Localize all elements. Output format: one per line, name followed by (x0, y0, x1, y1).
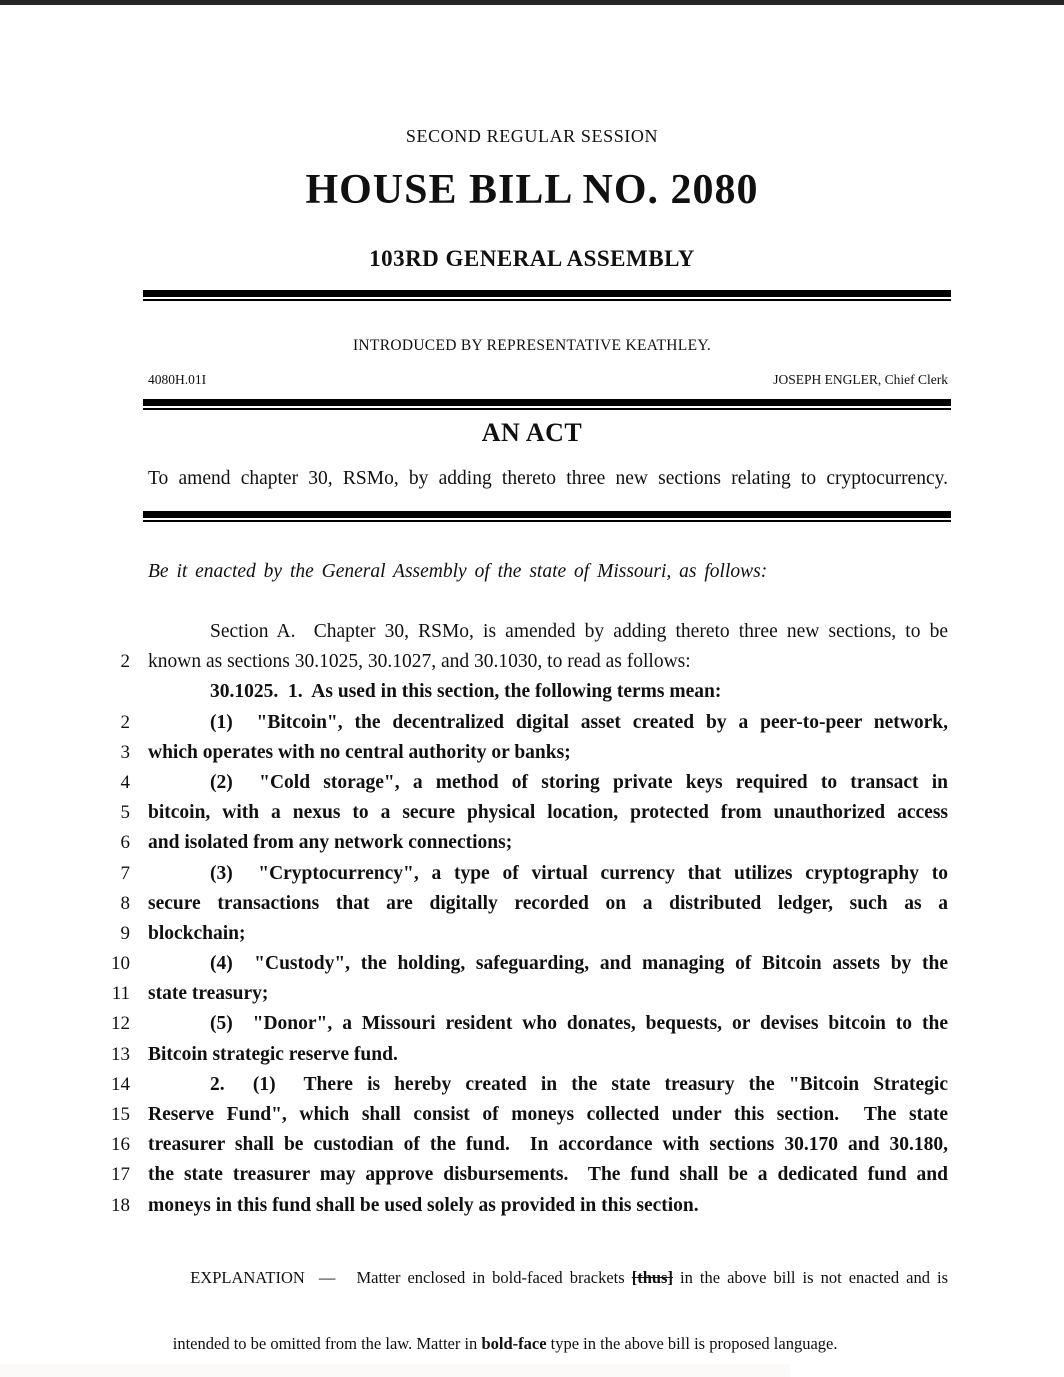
bill-line (0, 889, 1064, 919)
bill-line (0, 1100, 1064, 1130)
bill-line (0, 919, 1064, 949)
enacting-clause: Be it enacted by the General Assembly of the state of Missouri, as follows: (148, 561, 768, 582)
line-text: and isolated from any network connections; (148, 832, 513, 854)
bold-face-text: bold-face (481, 1333, 547, 1353)
page-top-edge-bar (0, 0, 1064, 5)
line-number: 15 (111, 1104, 130, 1125)
explanation-text: intended to be omitted from the law. Matter in (172, 1333, 482, 1353)
line-text: state treasury; (148, 983, 269, 1005)
bill-line (0, 798, 1064, 828)
clerk-name: JOSEPH ENGLER, Chief Clerk (773, 372, 948, 387)
bill-line (0, 738, 1064, 768)
line-number: 3 (120, 741, 130, 763)
line-number: 9 (120, 922, 130, 944)
bill-line (0, 768, 1064, 798)
assembly-heading: 103RD GENERAL ASSEMBLY (369, 246, 695, 271)
explanation-line-1 (148, 1245, 948, 1311)
line-text: (3) "Cryptocurrency", a type of virtual currency that utilizes cryptography to (210, 862, 948, 884)
line-text: (5) "Donor", a Missouri resident who donates, bequests, or devises bitcoin to the (210, 1013, 948, 1035)
line-text: (1) "Bitcoin", the decentralized digital asset created by a peer-to-peer network, (210, 711, 948, 733)
line-text: the state treasurer may approve disbursements. The fund shall be a dedicated fund and (148, 1164, 948, 1186)
double-rule-middle (143, 399, 951, 410)
line-text: moneys in this fund shall be used solely as provided in this section. (148, 1194, 699, 1216)
session-heading: SECOND REGULAR SESSION (405, 126, 659, 146)
line-text: (4) "Custody", the holding, safeguarding, and managing of Bitcoin assets by the (210, 953, 948, 975)
bill-document-page (0, 126, 1064, 1377)
bill-line (0, 1009, 1064, 1039)
act-summary: To amend chapter 30, RSMo, by adding thereto three new sections relating to cryptocurrency. (148, 468, 948, 489)
line-text: 30.1025. 1. As used in this section, the following terms mean: (210, 681, 722, 703)
line-number: 18 (111, 1194, 130, 1216)
bill-line (0, 617, 1064, 647)
bill-line (0, 859, 1064, 889)
act-heading: AN ACT (481, 418, 583, 447)
line-number: 5 (120, 802, 130, 824)
line-number: 13 (111, 1043, 130, 1065)
bill-body (0, 617, 1064, 1221)
line-text: blockchain; (148, 922, 246, 944)
line-text: (2) "Cold storage", a method of storing private keys required to transact in (210, 771, 948, 793)
line-text: bitcoin, with a nexus to a secure physical location, protected from unauthorized access (148, 802, 948, 824)
bill-line (0, 647, 1064, 677)
code-and-clerk-row (148, 372, 948, 387)
double-rule-bottom (143, 511, 951, 522)
line-text: which operates with no central authority or banks; (148, 741, 571, 763)
line-number: 2 (120, 651, 130, 673)
line-number: 14 (111, 1073, 130, 1095)
bill-line (0, 708, 1064, 738)
line-text: Reserve Fund", which shall consist of moneys collected under this section. The state (148, 1104, 948, 1125)
bill-line (0, 1191, 1064, 1221)
line-number: 7 (120, 862, 130, 884)
line-text: secure transactions that are digitally recorded on a distributed ledger, such as a (148, 892, 948, 914)
line-number: 16 (111, 1134, 130, 1156)
explanation-note (148, 1245, 948, 1377)
line-number: 8 (120, 892, 130, 914)
line-text: Section A. Chapter 30, RSMo, is amended by adding thereto three new sections, to be (210, 621, 948, 642)
bill-code: 4080H.01I (148, 372, 207, 387)
page-bottom-edge (0, 1364, 790, 1377)
line-number: 12 (111, 1013, 130, 1035)
bill-line (0, 979, 1064, 1009)
line-number: 17 (111, 1164, 130, 1186)
line-text: treasurer shall be custodian of the fund. In accordance with sections 30.170 and 30.180, (148, 1134, 948, 1156)
bill-line (0, 828, 1064, 858)
line-text: 2. (1) There is hereby created in the state treasury the "Bitcoin Strategic (210, 1073, 948, 1095)
bill-line (0, 677, 1064, 707)
line-number: 6 (120, 832, 130, 854)
explanation-text: EXPLANATION — Matter enclosed in bold-faced brackets (190, 1267, 632, 1287)
bill-line (0, 1130, 1064, 1160)
line-number: 10 (111, 953, 130, 975)
double-rule-top (143, 290, 951, 301)
bill-line (0, 1040, 1064, 1070)
bill-line (0, 1070, 1064, 1100)
bracketed-thus-text: [thus] (631, 1267, 673, 1287)
line-text: known as sections 30.1025, 30.1027, and 30.1030, to read as follows: (148, 651, 691, 673)
explanation-text: in the above bill is not enacted and is (672, 1267, 948, 1287)
bill-title: HOUSE BILL NO. 2080 (305, 167, 759, 213)
introduced-by-line: INTRODUCED BY REPRESENTATIVE KEATHLEY. (352, 337, 712, 354)
line-number: 2 (120, 711, 130, 733)
bill-line (0, 1160, 1064, 1190)
bill-line (0, 949, 1064, 979)
explanation-text: type in the above bill is proposed language. (546, 1333, 838, 1353)
line-number: 11 (111, 983, 130, 1005)
line-number: 4 (120, 771, 130, 793)
line-text: Bitcoin strategic reserve fund. (148, 1043, 398, 1065)
